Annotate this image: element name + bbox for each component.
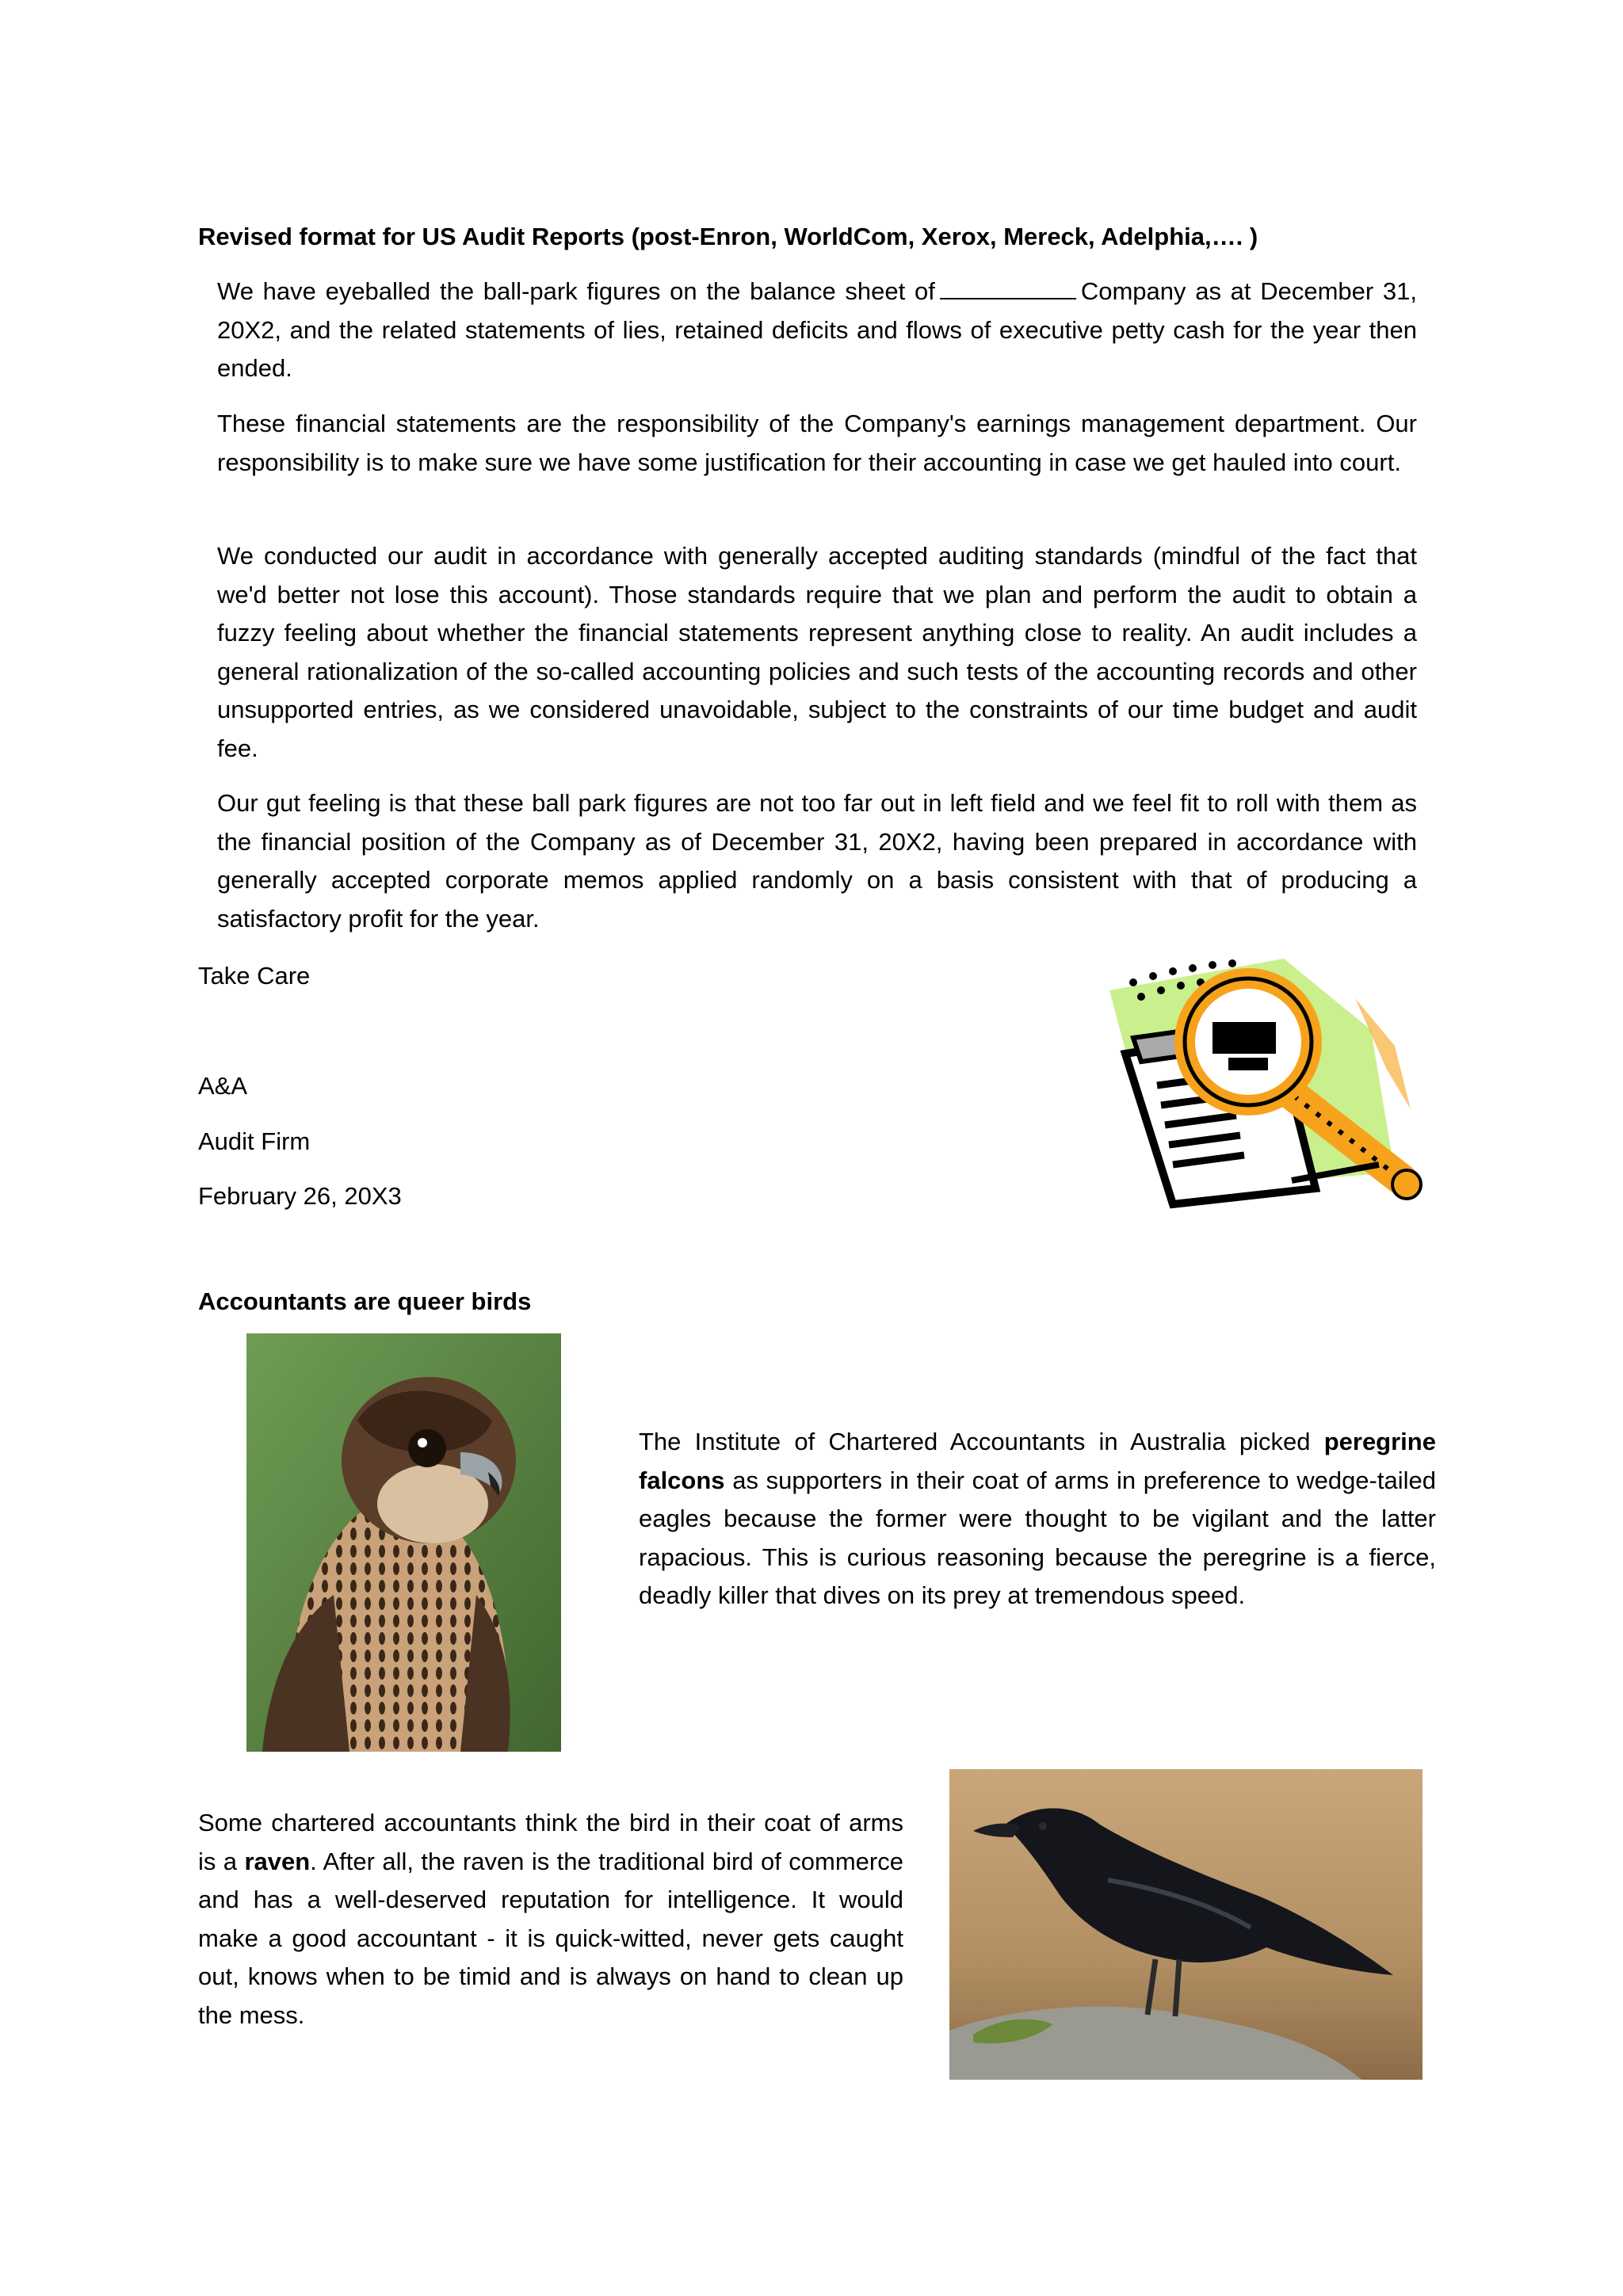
company-name-blank <box>940 279 1076 299</box>
audit-paragraph-1-end: Company as at December 31, 20X2, and the related statements of lies, retained deficits and flows of executive petty cash for the year then ended. <box>217 277 1418 382</box>
falcon-paragraph <box>639 1423 1436 1615</box>
raven-bold-term: raven <box>244 1847 311 1875</box>
signer-name: A&A <box>198 1072 248 1100</box>
falcon-bold-term: peregrine falcons <box>639 1428 1436 1494</box>
audit-paragraph-1-start: We have eyeballed the ball-park figures on the balance sheet of <box>217 277 935 305</box>
raven-paragraph-end: . After all, the raven is the traditional bird of commerce and has a well-deserved reputation for intelligence. It would make a good accountant - it is quick-witted, never gets caught out, knows when to be timid and is always on hand to clean up the mess. <box>198 1847 903 2029</box>
report-date: February 26, 20X3 <box>198 1182 402 1210</box>
raven-paragraph <box>198 1804 903 2035</box>
falcon-paragraph-end: as supporters in their coat of arms in preference to wedge-tailed eagles because the former were thought to be vigilant and the latter rapacious. This is curious reasoning because the peregrine is a fierce, deadly killer that dives on its prey at tremendous speed. <box>639 1466 1436 1609</box>
closing-text: Take Care <box>198 962 311 990</box>
falcon-photo <box>246 1333 561 1752</box>
audit-paragraph-1 <box>217 273 1417 388</box>
firm-name: Audit Firm <box>198 1127 311 1155</box>
audit-paragraph-2: These financial statements are the responsibility of the Company's earnings management department. Our responsibility is to make sure we have some justification for their accounting in case we get hauled into court. <box>217 410 1417 476</box>
audit-paragraph-3: We conducted our audit in accordance with generally accepted auditing standards (mindful of the fact that we'd better not lose this account). Those standards require that we plan and perform the audit to obtain a fuzzy feeling about whether the financial statements represent anything close to reality. An audit includes a general rationalization of the so-called accounting policies and such tests of the accounting records and other unsupported entries, as we considered unavoidable, subject to the constraints of our time budget and audit fee. <box>217 542 1417 762</box>
magnifier-clipart <box>1094 951 1426 1228</box>
raven-photo <box>949 1769 1423 2080</box>
birds-heading: Accountants are queer birds <box>198 1287 532 1315</box>
raven-paragraph-start: Some chartered accountants think the bird in their coat of arms is a <box>198 1809 903 1875</box>
audit-title: Revised format for US Audit Reports (post-Enron, WorldCom, Xerox, Mereck, Adelphia,…. ) <box>198 223 1258 250</box>
falcon-paragraph-start: The Institute of Chartered Accountants in Australia picked <box>639 1428 1311 1455</box>
audit-paragraph-4: Our gut feeling is that these ball park figures are not too far out in left field and we feel fit to roll with them as the financial position of the Company as of December 31, 20X2, having been prepared in accordance with generally accepted corporate memos applied randomly on a basis consistent with that of producing a satisfactory profit for the year. <box>217 789 1417 933</box>
